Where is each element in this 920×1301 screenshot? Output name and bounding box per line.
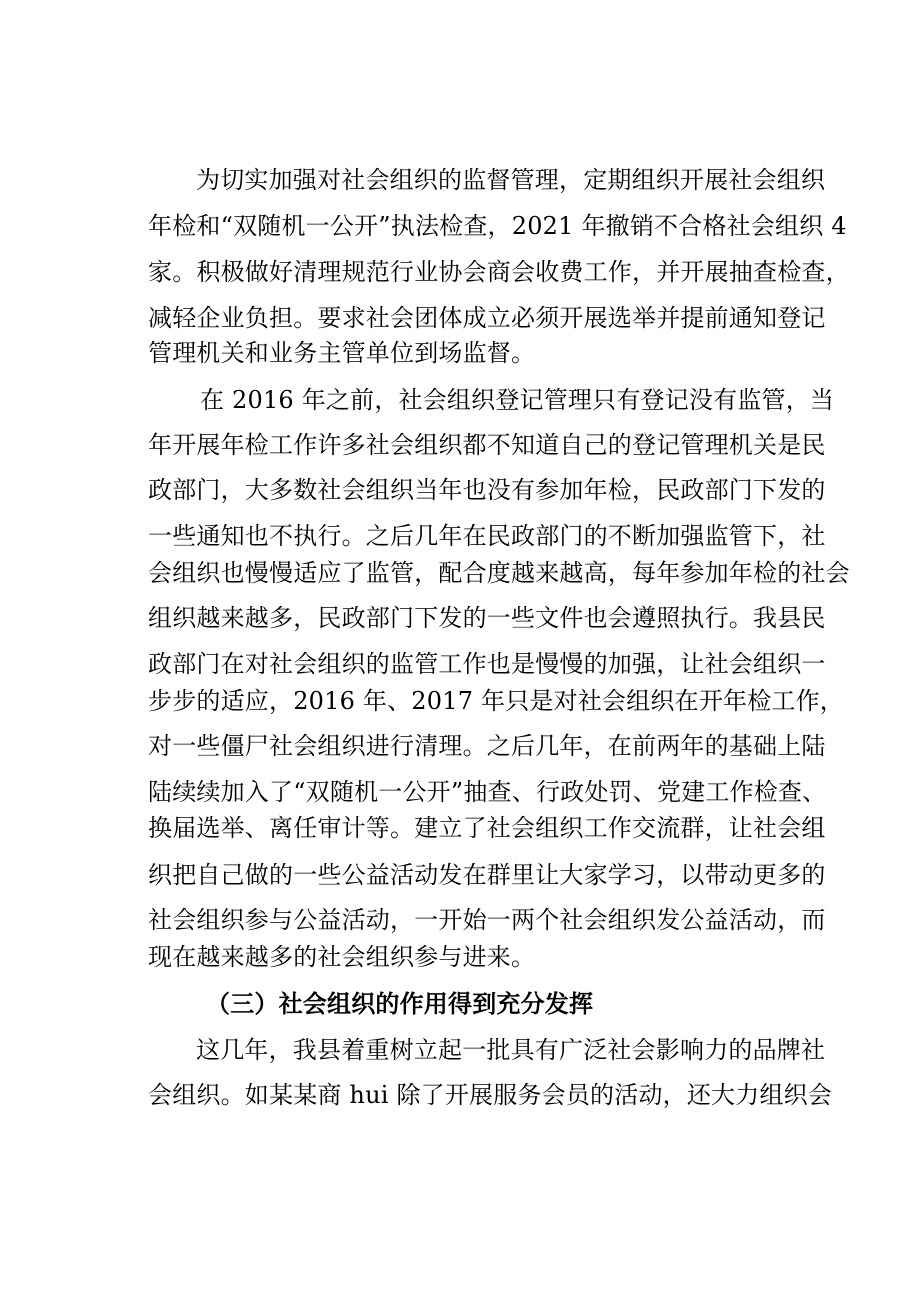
- text-line: 为切实加强对社会组织的监督管理，定期组织开展社会组织: [196, 166, 826, 194]
- text-line: 步步的适应，2016 年、2017 年只是对社会组织在开年检工作，: [148, 687, 845, 715]
- text-line: 会组织也慢慢适应了监管，配合度越来越高，每年参加年检的社会: [148, 559, 850, 587]
- text-line: 现在越来越多的社会组织参与进来。: [148, 943, 536, 971]
- text-line: 会组织。如某某商 hui 除了开展服务会员的活动，还大力组织会: [148, 1081, 833, 1109]
- text-line: 年检和“双随机一公开”执法检查，2021 年撤销不合格社会组织 4: [148, 212, 847, 240]
- text-line: 家。积极做好清理规范行业协会商会收费工作，并开展抽查检查，: [148, 258, 850, 286]
- text-line: 一些通知也不执行。之后几年在民政部门的不断加强监管下，社: [148, 522, 826, 550]
- text-line: 年开展年检工作许多社会组织都不知道自己的登记管理机关是民: [148, 431, 826, 459]
- text-line: 在 2016 年之前，社会组织登记管理只有登记没有监管，当: [200, 386, 835, 414]
- text-line: 这几年，我县着重树立起一批具有广泛社会影响力的品牌社: [196, 1036, 826, 1064]
- text-line: 管理机关和业务主管单位到场监督。: [148, 339, 536, 367]
- text-line: 组织越来越多，民政部门下发的一些文件也会遵照执行。我县民: [148, 604, 826, 632]
- text-line: 政部门在对社会组织的监管工作也是慢慢的加强，让社会组织一: [148, 650, 826, 678]
- text-line: 陆续续加入了“双随机一公开”抽查、行政处罚、党建工作检查、: [148, 778, 827, 806]
- section-heading: （三）社会组织的作用得到充分发挥: [206, 989, 594, 1018]
- text-line: 对一些僵尸社会组织进行清理。之后几年，在前两年的基础上陆: [148, 732, 826, 760]
- text-line: 减轻企业负担。要求社会团体成立必须开展选举并提前通知登记: [148, 304, 826, 332]
- text-line: 社会组织参与公益活动，一开始一两个社会组织发公益活动，而: [148, 906, 826, 934]
- text-line: 换届选举、离任审计等。建立了社会组织工作交流群，让社会组: [148, 814, 826, 842]
- text-line: 织把自己做的一些公益活动发在群里让大家学习，以带动更多的: [148, 861, 826, 889]
- text-line: 政部门，大多数社会组织当年也没有参加年检，民政部门下发的: [148, 476, 826, 504]
